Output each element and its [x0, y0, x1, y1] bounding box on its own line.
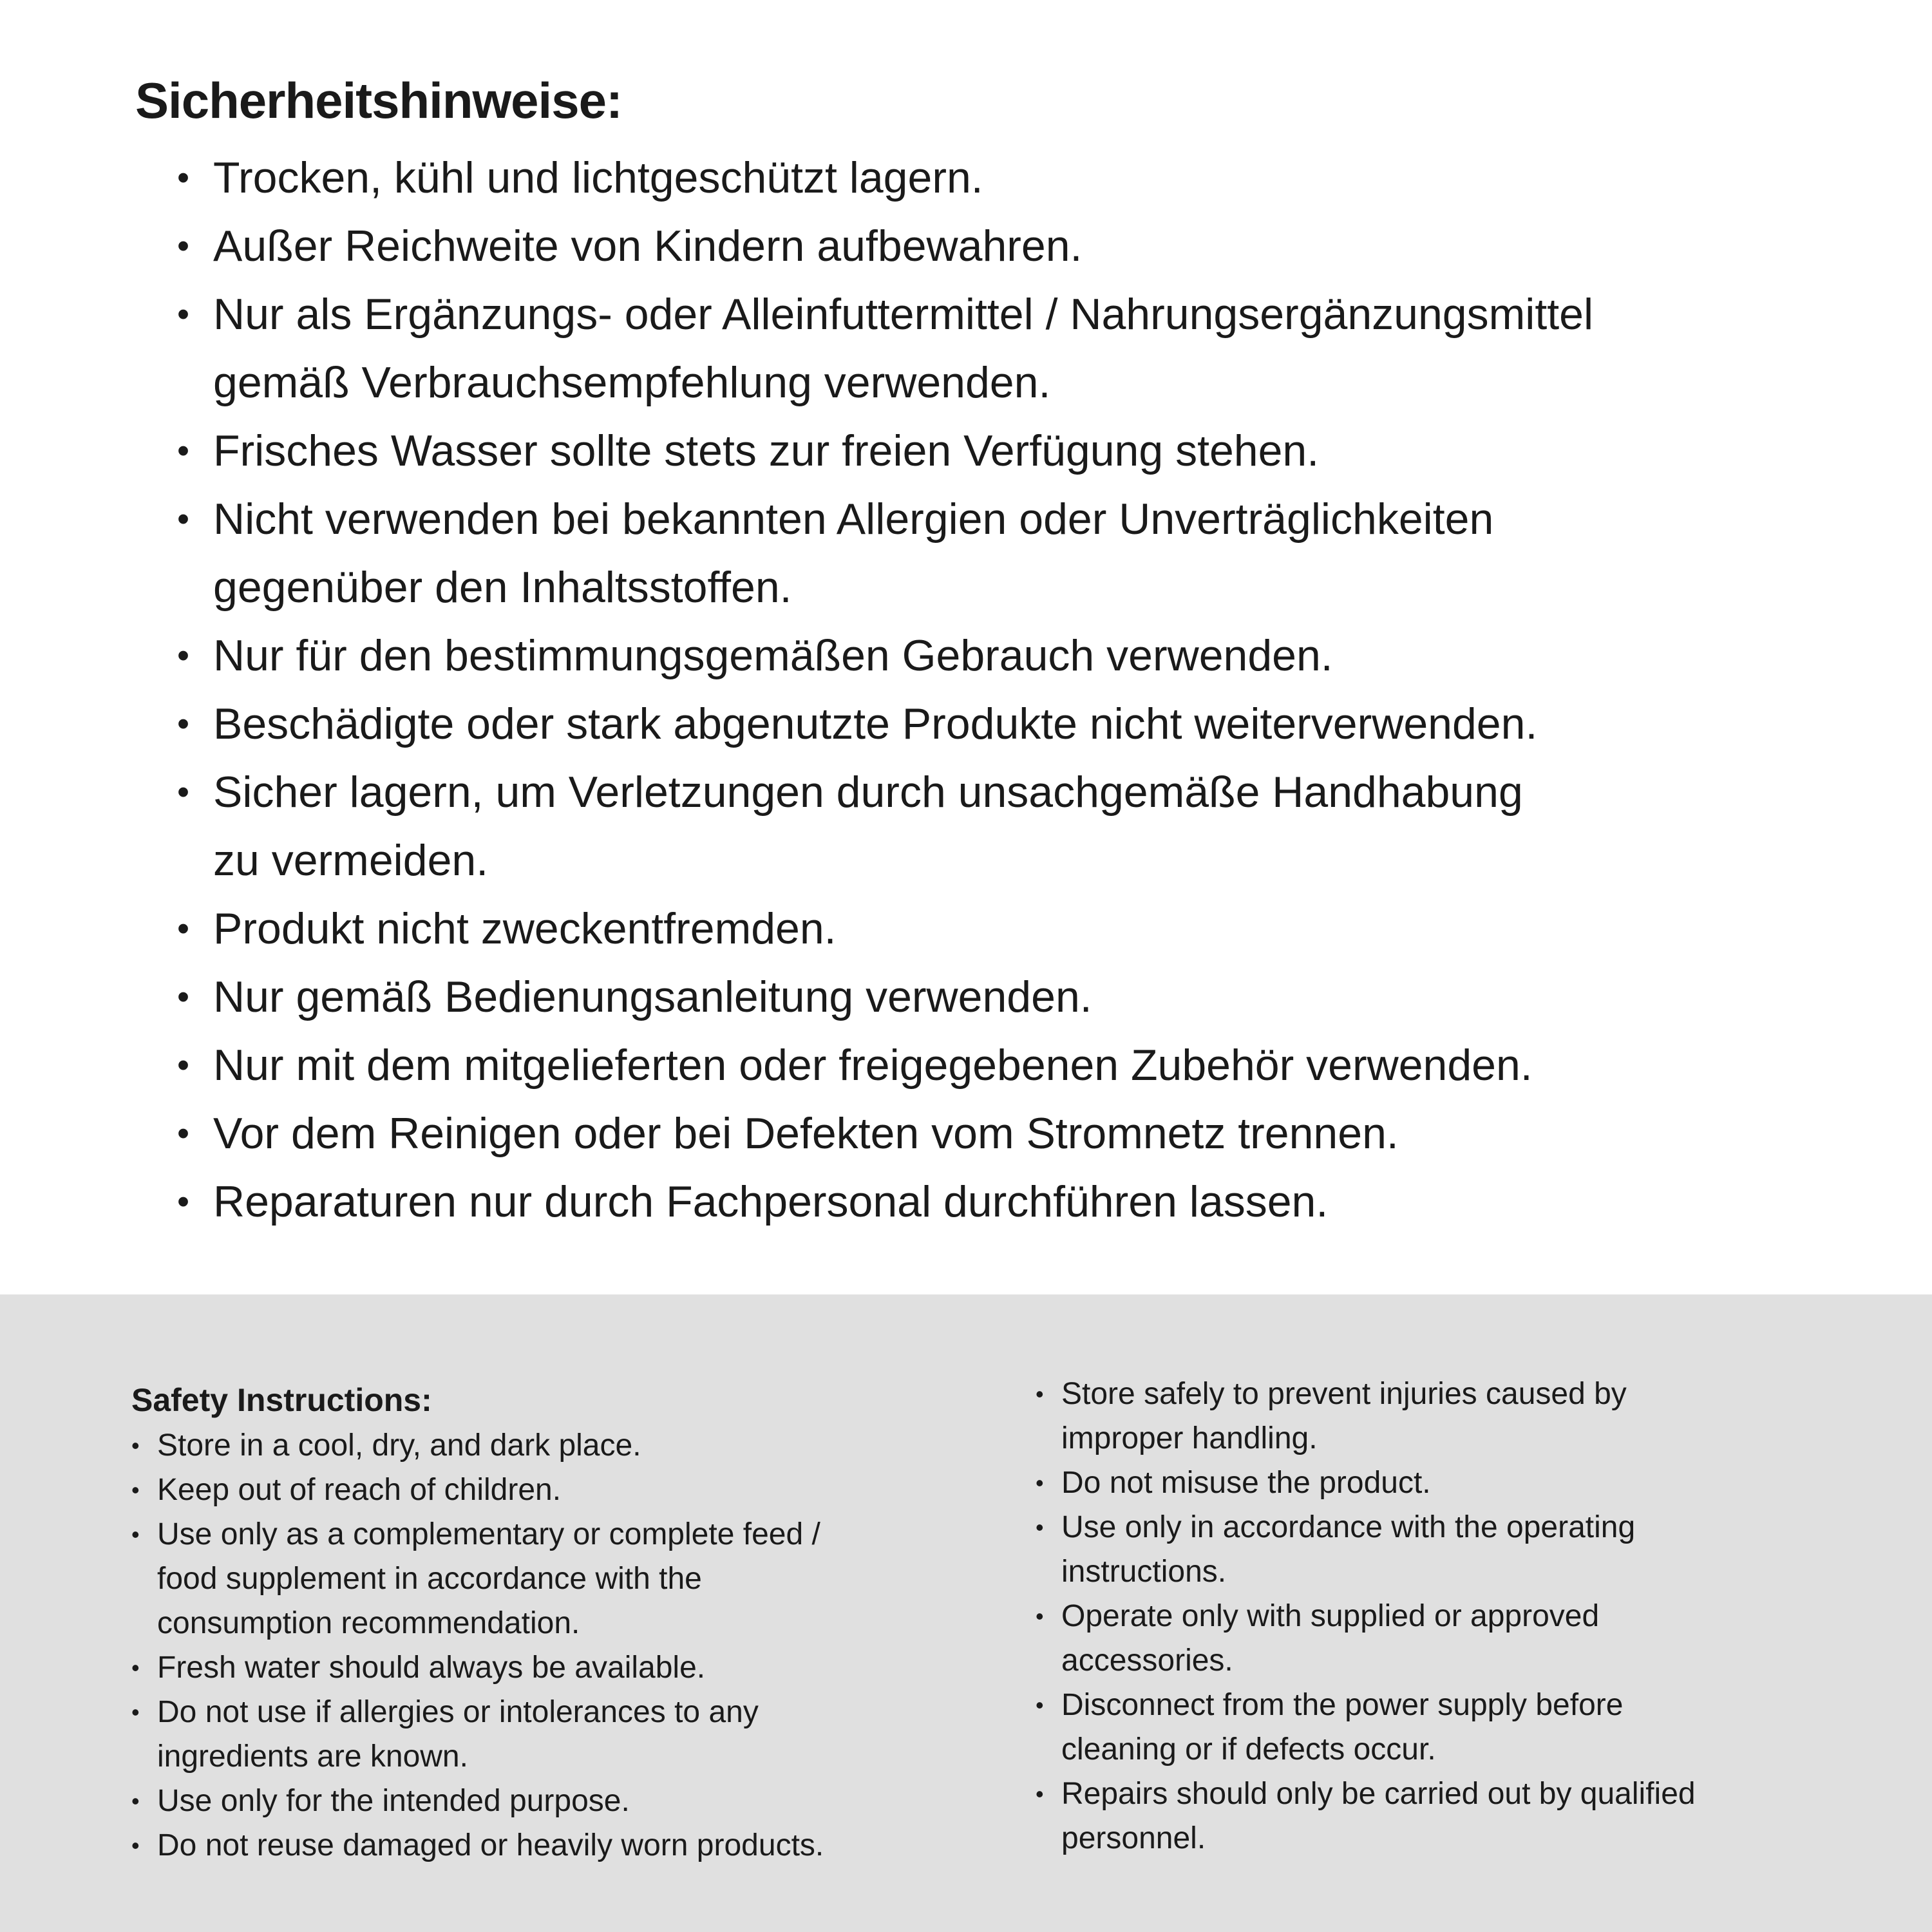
list-item-text: Fresh water should always be available.: [157, 1651, 706, 1685]
list-item-continuation: [177, 826, 1893, 895]
list-item-text: Operate only with supplied or approved: [1061, 1599, 1600, 1633]
bullet-indent: [131, 1734, 157, 1779]
list-item: [131, 1645, 1007, 1690]
bullet-icon: •: [177, 636, 190, 675]
bullet-icon: •: [177, 1045, 190, 1084]
list-item-text: ingredients are known.: [157, 1739, 468, 1774]
list-item-text: Beschädigte oder stark abgenutzte Produkte nicht weiterverwenden.: [213, 699, 1538, 748]
list-item-text: Vor dem Reinigen oder bei Defekten vom Stromnetz trennen.: [213, 1109, 1399, 1158]
bullet-icon: •: [177, 909, 190, 948]
bullet-indent: [1036, 1727, 1061, 1772]
list-item-text: Frisches Wasser sollte stets zur freien Verfügung stehen.: [213, 426, 1320, 475]
list-item-text: Keep out of reach of children.: [157, 1473, 562, 1507]
list-item-text: Use only for the intended purpose.: [157, 1784, 630, 1818]
list-item-text: consumption recommendation.: [157, 1606, 580, 1640]
list-item-continuation: [177, 553, 1893, 621]
bullet-icon: •: [1036, 1692, 1044, 1718]
list-item-continuation: [1036, 1638, 1899, 1683]
list-item: [1036, 1594, 1899, 1638]
list-item-text: Außer Reichweite von Kindern aufbewahren.: [213, 222, 1083, 270]
list-item: [1036, 1683, 1899, 1727]
list-item-text: Store in a cool, dry, and dark place.: [157, 1428, 641, 1463]
list-item-text: cleaning or if defects occur.: [1061, 1732, 1436, 1766]
list-item: [1036, 1772, 1899, 1816]
list-item-continuation: [1036, 1727, 1899, 1772]
english-left-column: [131, 1379, 1007, 1868]
list-item-text: Nur mit dem mitgelieferten oder freigegebenen Zubehör verwenden.: [213, 1041, 1533, 1090]
list-item-text: accessories.: [1061, 1643, 1233, 1678]
list-item-continuation: [1036, 1816, 1899, 1861]
bullet-icon: •: [177, 499, 190, 538]
list-item-text: Disconnect from the power supply before: [1061, 1688, 1624, 1722]
list-item-continuation: [131, 1557, 1007, 1601]
bullet-icon: •: [1036, 1381, 1044, 1407]
list-item: [177, 280, 1893, 348]
bullet-icon: •: [131, 1788, 140, 1814]
german-list: [177, 144, 1893, 1236]
list-item-text: zu vermeiden.: [213, 836, 489, 885]
list-item: [177, 1031, 1893, 1099]
list-item: [177, 758, 1893, 826]
bullet-icon: •: [131, 1432, 140, 1459]
bullet-icon: •: [1036, 1514, 1044, 1540]
bullet-indent: [177, 553, 213, 621]
list-item: [177, 621, 1893, 690]
list-item: [131, 1512, 1007, 1557]
bullet-indent: [177, 826, 213, 895]
list-item: [131, 1690, 1007, 1734]
list-item-text: Nur gemäß Bedienungsanleitung verwenden.: [213, 972, 1092, 1021]
bullet-icon: •: [131, 1477, 140, 1503]
list-item-text: Reparaturen nur durch Fachpersonal durchführen lassen.: [213, 1177, 1329, 1226]
bullet-indent: [177, 348, 213, 417]
bullet-indent: [1036, 1416, 1061, 1461]
list-item: [1036, 1372, 1899, 1416]
bullet-icon: •: [131, 1699, 140, 1725]
list-item: [177, 895, 1893, 963]
list-item-text: Use only as a complementary or complete feed /: [157, 1517, 820, 1551]
list-item-continuation: [1036, 1549, 1899, 1594]
bullet-icon: •: [177, 977, 190, 1016]
list-item: [131, 1823, 1007, 1868]
bullet-icon: •: [1036, 1470, 1044, 1496]
list-item: [177, 1099, 1893, 1168]
bullet-icon: •: [177, 294, 190, 334]
list-item: [131, 1779, 1007, 1823]
bullet-indent: [131, 1601, 157, 1645]
german-heading: Sicherheitshinweise:: [135, 72, 622, 129]
english-heading: Safety Instructions:: [131, 1382, 432, 1418]
list-item: [1036, 1461, 1899, 1505]
list-item-text: Do not use if allergies or intolerances to any: [157, 1695, 759, 1729]
list-item-text: Trocken, kühl und lichtgeschützt lagern.: [213, 153, 983, 202]
bullet-indent: [1036, 1816, 1061, 1861]
english-panel: [0, 1294, 1932, 1932]
bullet-indent: [131, 1557, 157, 1601]
list-item-continuation: [1036, 1416, 1899, 1461]
list-item: [177, 963, 1893, 1031]
list-item: [177, 144, 1893, 212]
bullet-icon: •: [131, 1654, 140, 1681]
list-item-text: gegenüber den Inhaltsstoffen.: [213, 563, 792, 612]
list-item-text: personnel.: [1061, 1821, 1206, 1855]
list-item-text: Do not misuse the product.: [1061, 1466, 1431, 1500]
bullet-icon: •: [177, 772, 190, 811]
list-item-text: Nur für den bestimmungsgemäßen Gebrauch verwenden.: [213, 631, 1333, 680]
bullet-indent: [1036, 1549, 1061, 1594]
list-item-text: Produkt nicht zweckentfremden.: [213, 904, 837, 953]
bullet-icon: •: [131, 1521, 140, 1548]
list-item-continuation: [131, 1601, 1007, 1645]
english-right-column: [1036, 1372, 1899, 1861]
list-item: [177, 417, 1893, 485]
list-item-text: Repairs should only be carried out by qualified: [1061, 1777, 1696, 1811]
bullet-icon: •: [1036, 1603, 1044, 1629]
bullet-icon: •: [131, 1832, 140, 1859]
list-item: [131, 1468, 1007, 1512]
bullet-icon: •: [177, 1182, 190, 1221]
list-item: [177, 212, 1893, 280]
list-item: [177, 690, 1893, 758]
bullet-icon: •: [1036, 1781, 1044, 1807]
list-item-continuation: [177, 348, 1893, 417]
bullet-icon: •: [177, 431, 190, 470]
list-item: [131, 1423, 1007, 1468]
list-item-text: Nur als Ergänzungs- oder Alleinfuttermittel / Nahrungsergänzungsmittel: [213, 290, 1594, 339]
bullet-icon: •: [177, 158, 190, 197]
list-item-text: Nicht verwenden bei bekannten Allergien oder Unverträglichkeiten: [213, 495, 1494, 544]
list-item: [177, 1168, 1893, 1236]
list-item-text: Do not reuse damaged or heavily worn products.: [157, 1828, 824, 1862]
english-left-list: [131, 1423, 1007, 1868]
list-item-text: Sicher lagern, um Verletzungen durch unsachgemäße Handhabung: [213, 768, 1523, 817]
bullet-icon: •: [177, 1113, 190, 1153]
english-right-list: [1036, 1372, 1899, 1861]
list-item-text: Store safely to prevent injuries caused by: [1061, 1377, 1627, 1411]
list-item-text: gemäß Verbrauchsempfehlung verwenden.: [213, 358, 1051, 407]
list-item-text: food supplement in accordance with the: [157, 1562, 702, 1596]
list-item: [177, 485, 1893, 553]
bullet-indent: [1036, 1638, 1061, 1683]
list-item: [1036, 1505, 1899, 1549]
bullet-icon: •: [177, 226, 190, 265]
list-item-text: improper handling.: [1061, 1421, 1318, 1455]
bullet-icon: •: [177, 704, 190, 743]
list-item-text: instructions.: [1061, 1555, 1227, 1589]
list-item-continuation: [131, 1734, 1007, 1779]
list-item-text: Use only in accordance with the operating: [1061, 1510, 1636, 1544]
